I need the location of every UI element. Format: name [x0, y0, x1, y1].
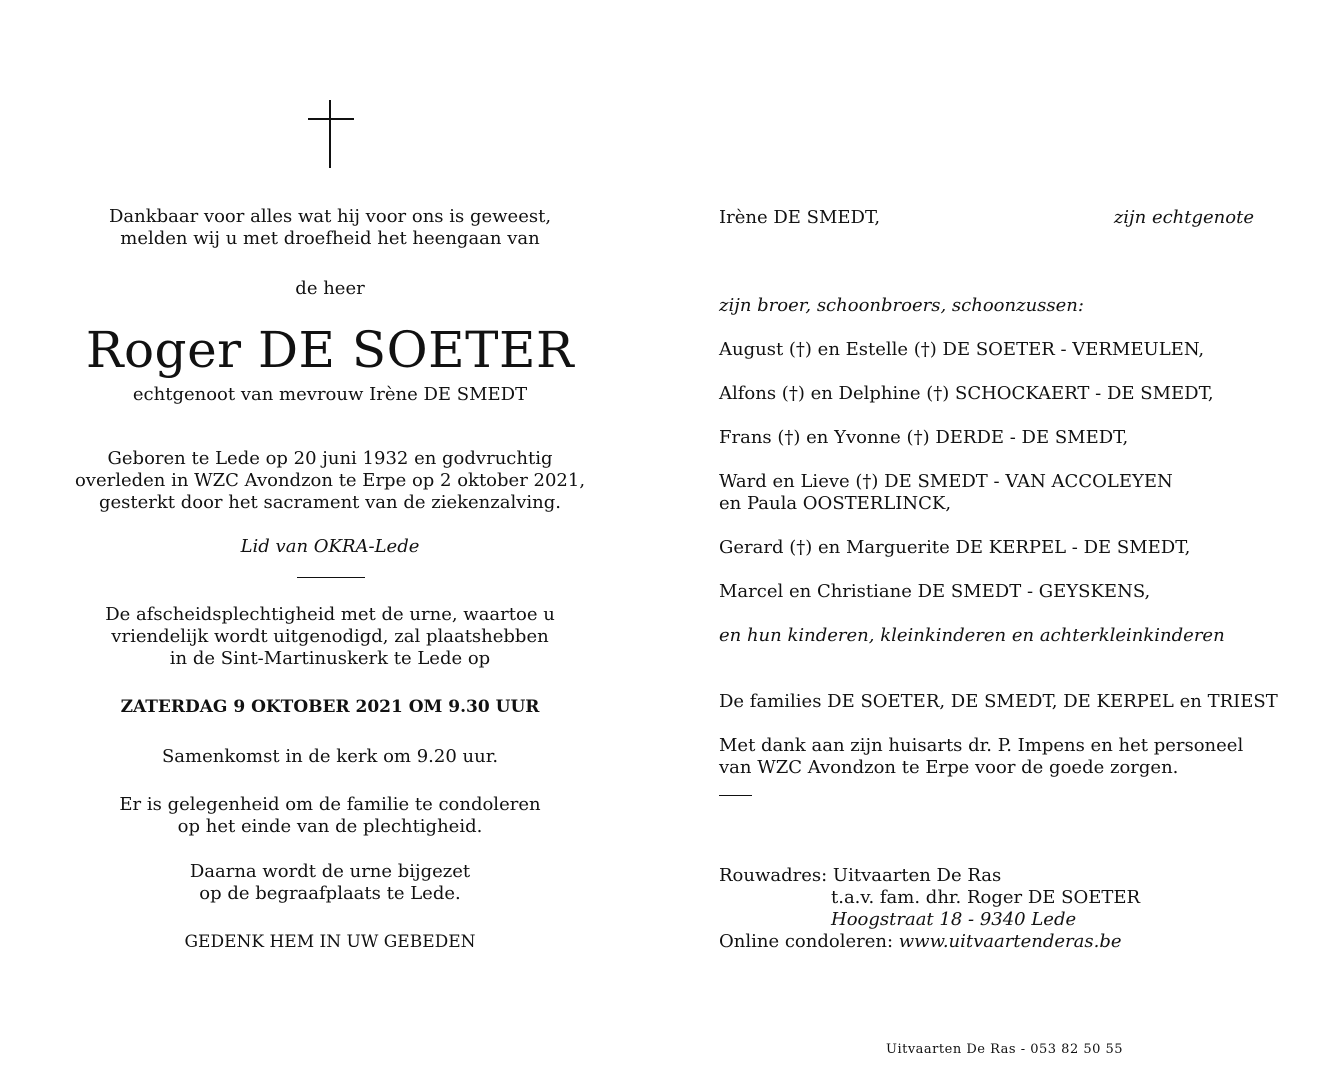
- online-label: Online condoleren:: [719, 931, 899, 952]
- online-url[interactable]: www.uitvaartenderas.be: [898, 931, 1122, 952]
- deceased-name: Roger DE SOETER: [85, 321, 575, 379]
- honorific: de heer: [295, 278, 365, 299]
- family-line: Alfons (†) en Delphine (†) SCHOCKAERT - DE SMEDT,: [719, 383, 1214, 404]
- family-line: Frans (†) en Yvonne (†) DERDE - DE SMEDT,: [719, 427, 1129, 448]
- divider: [297, 577, 365, 578]
- burial-line-1: Daarna wordt de urne bijgezet: [189, 861, 471, 882]
- address-line-3: Hoogstraat 18 - 9340 Lede: [831, 909, 1077, 930]
- address-line-2: t.a.v. fam. dhr. Roger DE SOETER: [831, 887, 1141, 908]
- divider: [719, 795, 752, 796]
- online-condolence: [719, 931, 1122, 953]
- families-line: De families DE SOETER, DE SMEDT, DE KERPEL en TRIEST: [719, 691, 1278, 712]
- closing-prayer: GEDENK HEM IN UW GEBEDEN: [184, 932, 476, 952]
- ceremony-line-1: De afscheidsplechtigheid met de urne, waartoe u: [105, 604, 555, 625]
- family-line: August (†) en Estelle (†) DE SOETER - VERMEULEN,: [719, 339, 1205, 360]
- birth-line-1: Geboren te Lede op 20 juni 1932 en godvruchtig: [107, 448, 553, 469]
- thanks-line-1: Met dank aan zijn huisarts dr. P. Impens en het personeel: [719, 735, 1244, 756]
- condolence-line-2: op het einde van de plechtigheid.: [177, 816, 483, 837]
- family-line: Marcel en Christiane DE SMEDT - GEYSKENS,: [719, 581, 1151, 602]
- condolence-line-1: Er is gelegenheid om de familie te condoleren: [119, 794, 541, 815]
- printer-imprint: Uitvaarten De Ras - 053 82 50 55: [886, 1042, 1124, 1057]
- siblings-heading: zijn broer, schoonbroers, schoonzussen:: [719, 295, 1084, 316]
- spouse-line: echtgenoot van mevrouw Irène DE SMEDT: [132, 384, 528, 405]
- intro-line-2: melden wij u met droefheid het heengaan van: [120, 228, 540, 249]
- intro-line-1: Dankbaar voor alles wat hij voor ons is geweest,: [108, 206, 552, 227]
- birth-line-3: gesterkt door het sacrament van de ziekenzalving.: [98, 492, 562, 513]
- ceremony-date: ZATERDAG 9 OKTOBER 2021 OM 9.30 UUR: [120, 697, 540, 717]
- spouse-role: zijn echtgenote: [1113, 207, 1254, 228]
- family-line: Ward en Lieve (†) DE SMEDT - VAN ACCOLEYEN: [719, 471, 1173, 492]
- spouse-name: Irène DE SMEDT,: [719, 207, 881, 228]
- descendants-line: en hun kinderen, kleinkinderen en achterkleinkinderen: [719, 625, 1225, 646]
- birth-line-2: overleden in WZC Avondzon te Erpe op 2 oktober 2021,: [74, 470, 586, 491]
- cross-icon: [308, 100, 354, 168]
- family-line: en Paula OOSTERLINCK,: [719, 493, 952, 514]
- ceremony-line-3: in de Sint-Martinuskerk te Lede op: [169, 648, 491, 669]
- burial-line-2: op de begraafplaats te Lede.: [199, 883, 461, 904]
- membership: Lid van OKRA-Lede: [240, 536, 420, 557]
- address-label: Rouwadres: Uitvaarten De Ras: [719, 865, 1002, 886]
- ceremony-line-2: vriendelijk wordt uitgenodigd, zal plaatshebben: [111, 626, 549, 647]
- gathering-time: Samenkomst in de kerk om 9.20 uur.: [161, 746, 499, 767]
- thanks-line-2: van WZC Avondzon te Erpe voor de goede zorgen.: [719, 757, 1179, 778]
- family-line: Gerard (†) en Marguerite DE KERPEL - DE SMEDT,: [719, 537, 1191, 558]
